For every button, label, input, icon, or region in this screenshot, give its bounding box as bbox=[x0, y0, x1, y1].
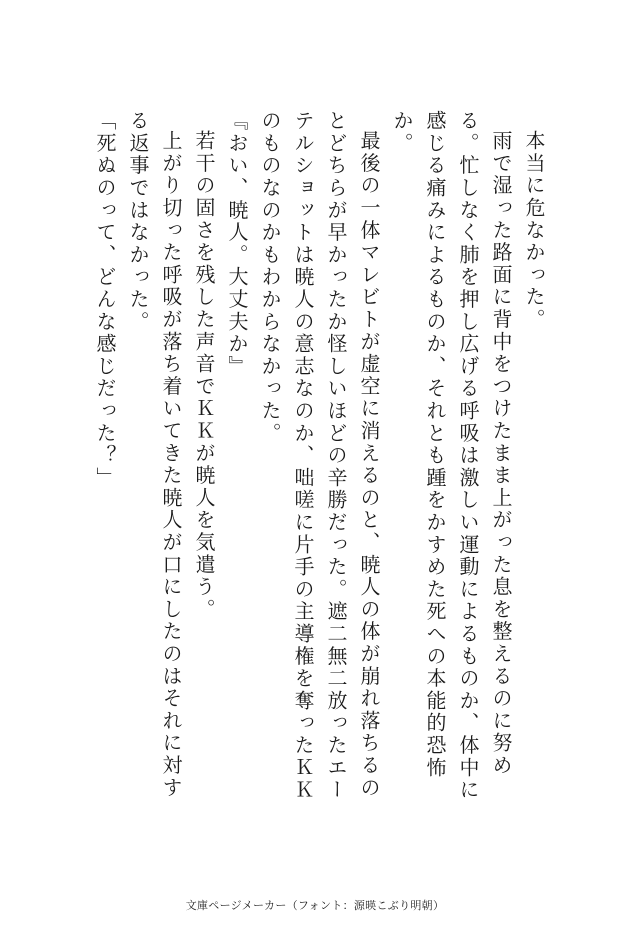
vertical-text-body bbox=[80, 110, 550, 810]
paragraph-4-dialogue: 『おい、暁人。大丈夫か』 bbox=[225, 110, 249, 378]
paragraph-7-dialogue: 「死ぬのって、どんな感じだった？」 bbox=[93, 110, 117, 490]
paragraph-1: 本当に危なかった。 bbox=[522, 130, 546, 331]
paragraph-6: 上がり切った呼吸が落ち着いてきた暁人が口にしたのはそれに対する返事ではなかった。 bbox=[126, 110, 183, 799]
paragraph-5: 若干の固さを残した声音でＫＫが暁人を気遣う。 bbox=[192, 130, 216, 621]
paragraph-3: 最後の一体マレビトが虚空に消えるのと、暁人の体が崩れ落ちるのとどちらが早かったか怪しいほどの辛勝だった。遮二無二放ったエーテルショットは暁人の意志なのか、咄嗟に片手の主導権を奪ったＫＫのものなのかもわからなかった。 bbox=[258, 110, 381, 802]
footer-credit: 文庫ページメーカー（フォント：源暎こぶり明朝） bbox=[185, 899, 445, 912]
paragraph-2: 雨で湿った路面に背中をつけたまま上がった息を整えるのに努める。忙しなく肺を押し広げる呼吸は激しい運動によるものか、体中に感じる痛みによるものか、それとも踵をかすめた死への本能的恐怖か。 bbox=[390, 110, 513, 802]
